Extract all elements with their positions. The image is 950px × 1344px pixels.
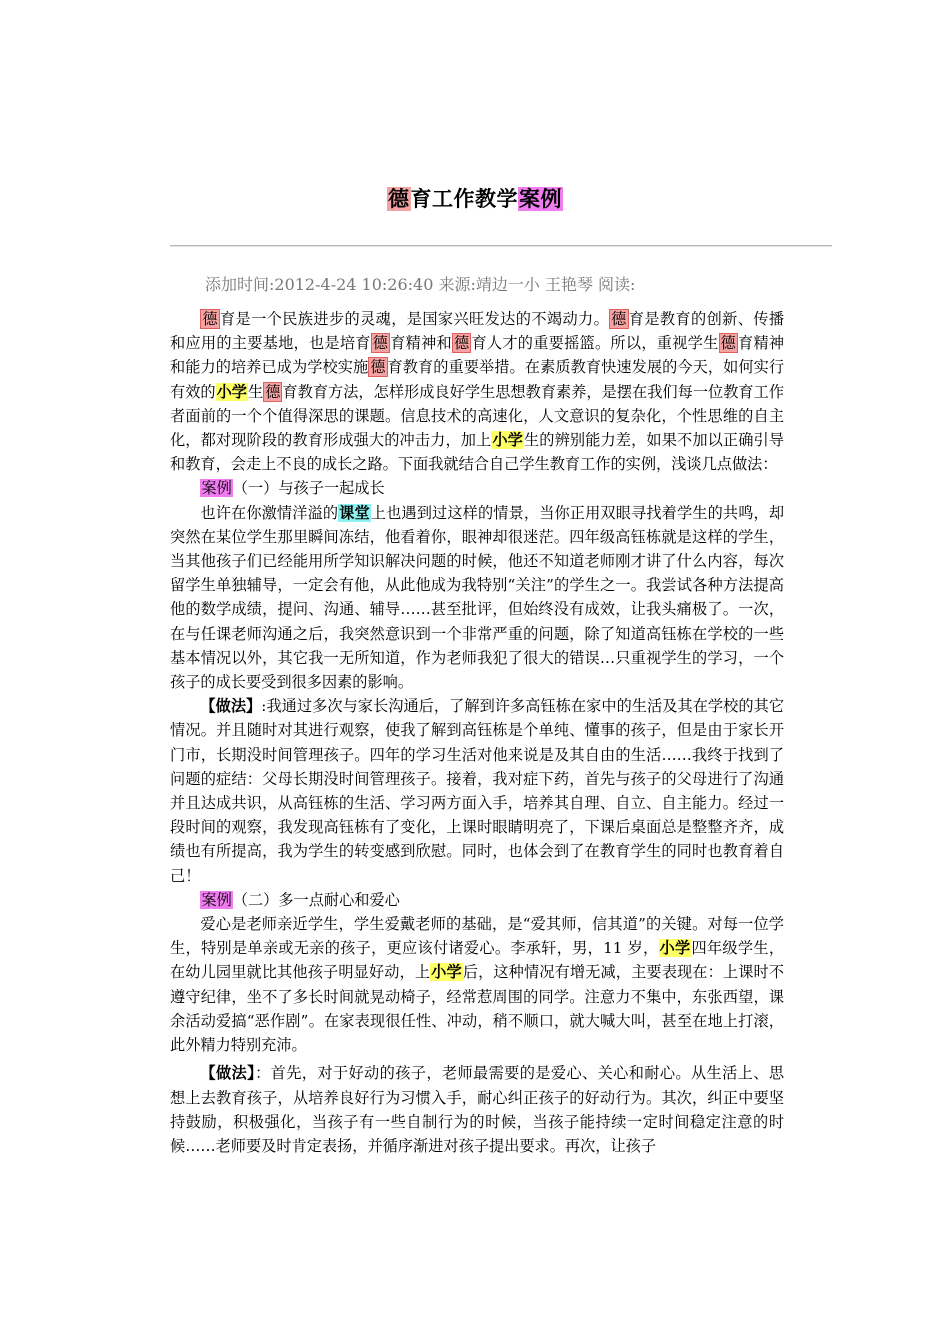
text-run: 育是一个民族进步的灵魂，是国家兴旺发达的不竭动力。: [219, 310, 610, 328]
text-run: 爱心是老师亲近学生，学生爱戴老师的基础，是“爱其师，信其道”的关键。对每一位学生，特别是单亲或无亲的孩子，更应该付诸爱心。李承轩，男，11 岁，: [170, 915, 784, 958]
highlight-de: 德: [370, 358, 386, 377]
text-run: 育人才的重要摇篮。所以，重视学生: [471, 334, 719, 353]
paragraph-case2-method: [170, 1061, 784, 1158]
text-run: 生: [248, 382, 264, 401]
text-run: :我通过多次与家长沟通后，了解到许多高钰栋在家中的生活及其在学校的其它情况。并且随时对其进行观察，使我了解到高钰栋是个单纯、懂事的孩子，但是由于家长开门市，长期没时间管理孩子。四年的学习生活对他来说是及其自由的生活……我终于找到了问题的症结：父母长期没时间管理孩子。接着，我对症下药，首先与孩子的父母进行了沟通并且达成共识，从高钰栋的生活、学习两方面入手，培养其自理、自立、自主能力。经过一段时间的观察，我发现高钰栋有了变化，上课时眼睛明亮了，下课后桌面总是整整齐齐，成绩也有所提高，我为学生的转变感到欣慰。同时，也体会到了在教育学生的同时也教育着自己！: [170, 697, 785, 885]
title-highlight-case: 案例: [519, 187, 562, 211]
highlight-de: 德: [202, 310, 218, 328]
text-run: 育教育方法，怎样形成良好学生思想教育素养，是摆在我们每一位教育工作者面前的一个个值得深思的课题。信息技术的高速化，人文意识的复杂化，个性思维的自主化，都对现阶段的教育形成强大的冲击力，加上: [170, 382, 785, 450]
document-title: [0, 183, 950, 213]
text-run: 育教育的重要举措。在素质教育快速发展的今天，如何实行有效的: [170, 358, 785, 401]
highlight-xiaoxue: 小学: [431, 963, 462, 982]
case-heading-2: [170, 888, 784, 912]
highlight-de: 德: [265, 382, 281, 401]
text-run: 也许在你激情洋溢的: [200, 503, 339, 522]
highlight-xiaoxue: 小学: [492, 431, 523, 450]
title-highlight-de: 德: [388, 187, 410, 211]
text-run: 育精神和能力的培养已成为学校实施: [170, 334, 785, 377]
highlight-de: 德: [372, 334, 389, 353]
bold-label: 【做法】: [200, 697, 262, 716]
title-text: 育工作教学: [410, 187, 518, 211]
paragraph-case1-method: [170, 694, 784, 888]
text-run: 后，这种情况有增无减，主要表现在：上课时不遵守纪律，坐不了多长时间就晃动椅子，经常惹周围的同学。注意力不集中，东张西望，课余活动爱搞“恶作剧”。在家表现很任性、冲动，稍不顺口，就大喊大叫，甚至在地上打滚，此外精力特别充沛。: [170, 963, 785, 1055]
paragraph-case2-story: [170, 912, 784, 1057]
highlight-xiaoxue: 小学: [216, 382, 248, 401]
bold-label: 【做法】: [200, 1064, 256, 1083]
highlight-anli: 案例: [201, 890, 232, 909]
text-run: 育精神和: [390, 334, 452, 353]
highlight-de: 德: [454, 334, 470, 353]
article-meta: 添加时间:2012-4-24 10:26:40 来源:靖边一小 王艳琴 阅读:: [205, 275, 636, 294]
highlight-de: 德: [611, 310, 627, 328]
text-run: 生的辨别能力差，如果不加以正确引导和教育，会走上不良的成长之路。下面我就结合自己学生教育工作的实例，浅谈几点做法：: [170, 431, 785, 474]
paragraph-intro: [170, 307, 784, 476]
highlight-xiaoxue: 小学: [659, 939, 691, 958]
case-heading-1: [170, 476, 784, 500]
title-divider: [170, 245, 832, 247]
text-run: 上也遇到过这样的情景，当你正用双眼寻找着学生的共鸣，却突然在某位学生那里瞬间冻结，他看着你，眼神却很迷茫。四年级高钰栋就是这样的学生，当其他孩子们已经能用所学知识解决问题的时候，他还不知道老师刚才讲了什么内容，每次留学生单独辅导，一定会有他，从此他成为我特别“关注”的学生之一。我尝试各种方法提高他的数学成绩，提问、沟通、辅导……甚至批评，但始终没有成效，让我头痛极了。一次，在与任课老师沟通之后，我突然意识到一个非常严重的问题，除了知道高钰栋在学校的一些基本情况以外，其它我一无所知道，作为老师我犯了很大的错误…只重视学生的学习，一个孩子的成长要受到很多因素的影响。: [170, 503, 785, 692]
article-body: [170, 307, 784, 1158]
text-run: （二）多一点耐心和爱心: [232, 890, 400, 909]
text-run: （一）与孩子一起成长: [232, 479, 385, 498]
text-run: 育是教育的创新、传播和应用的主要基地，也是培育: [170, 310, 785, 353]
text-run: ：首先，对于好动的孩子，老师最需要的是爱心、关心和耐心。从生活上、思想上去教育孩子，从培养良好行为习惯入手，耐心纠正孩子的好动行为。其次，纠正中要坚持鼓励，积极强化，当孩子有一些自制行为的时候，当孩子能持续一定时间稳定注意的时候……老师要及时肯定表扬，并循序渐进对孩子提出要求。再次，让孩子: [170, 1064, 785, 1155]
highlight-ketang: 课堂: [339, 503, 370, 522]
text-run: 四年级学生，在幼儿园里就比其他孩子明显好动，上: [170, 939, 785, 982]
paragraph-case1-story: [170, 501, 784, 695]
highlight-anli: 案例: [201, 479, 232, 498]
highlight-de: 德: [720, 334, 736, 353]
